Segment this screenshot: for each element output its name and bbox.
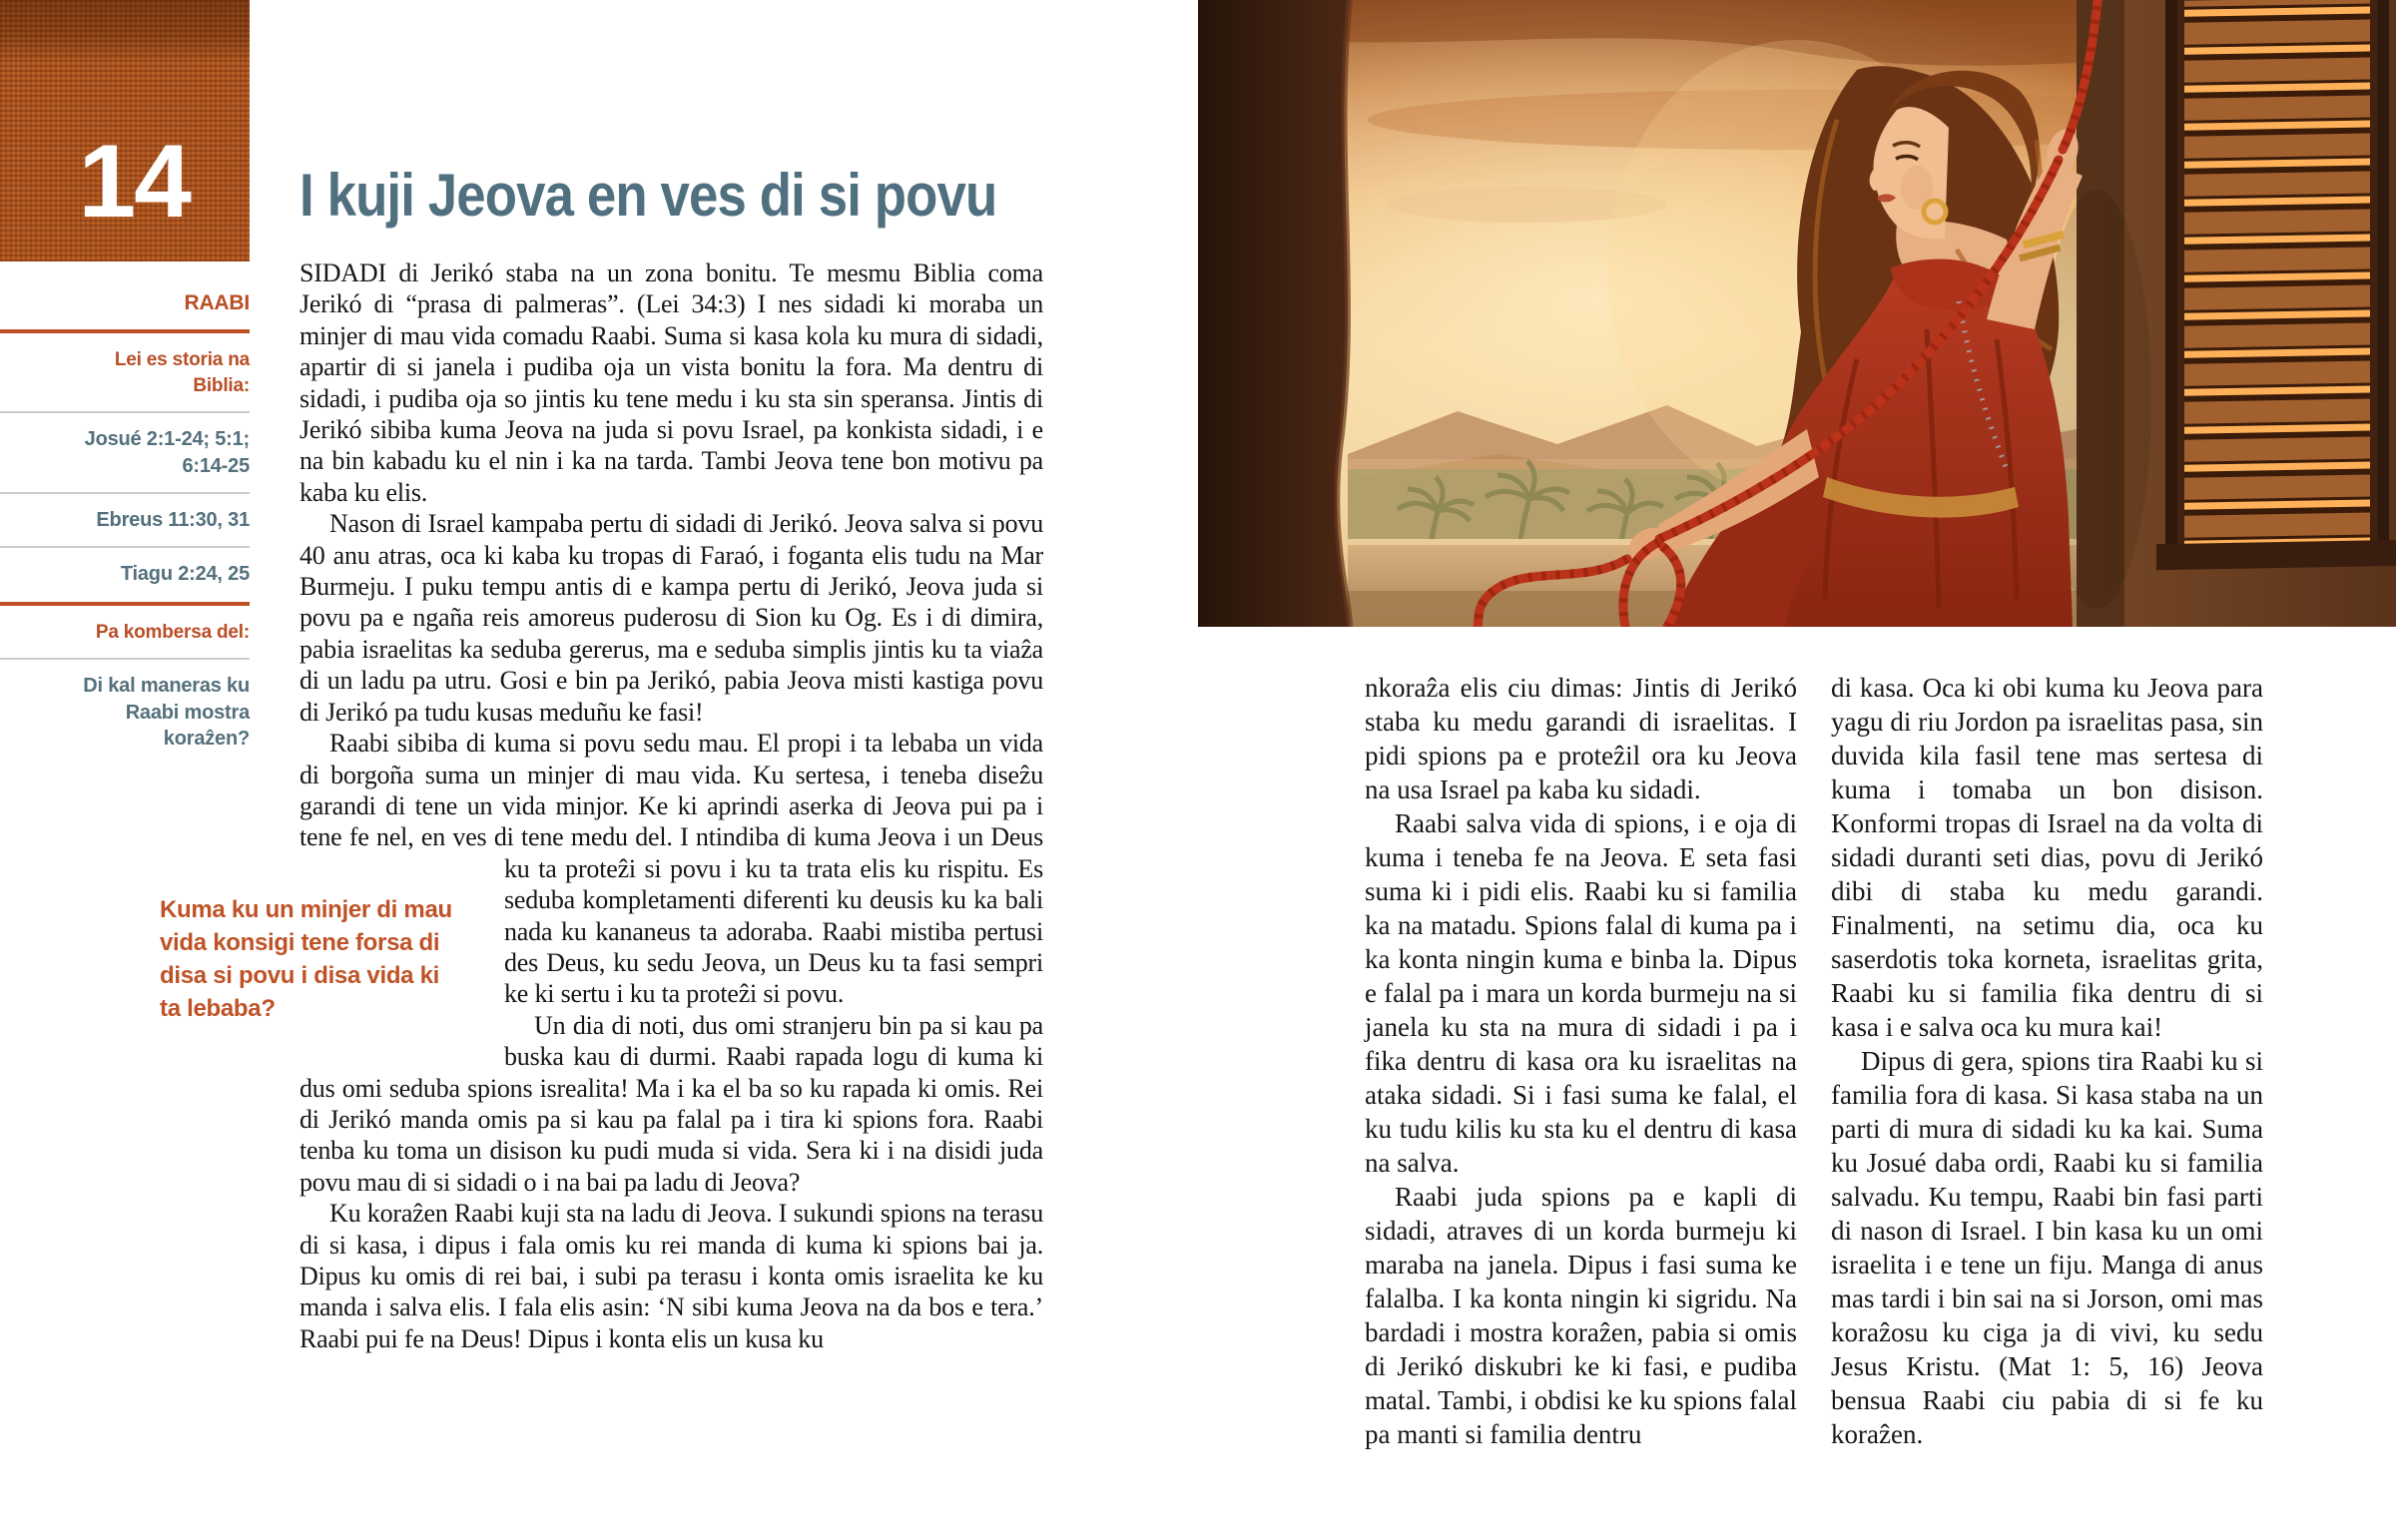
left-sidebar [0, 0, 250, 753]
sidebar-read-label: Lei es storia na Biblia: [114, 349, 250, 396]
body-paragraph-with-quote [160, 728, 1043, 1022]
sidebar-character-name: RAABI [184, 291, 250, 314]
body-paragraph: Nason di Israel kampaba pertu di sidadi di Jerikó. Jeova salva si povu 40 anu atras, oca ki kaba ku tropas di Faraó, i foganta elis tudu na Mar Burmeju. I puku tempu antis di e kampa pertu di Jerikó, Jeova juda si povu pa e ngaña reis amoreus puderosu di Sion ku Og. Es i di dimira, pabia israelitas ka seduba gererus, ma e seduba simplis jintis ku ta viaẑa di un ladu pa utru. Gosi e bin pa Jerikó, pabia Jeova misti kastiga povu di Jerikó pa tudu kusas meduñu ke fasi! [300, 509, 1043, 727]
body-paragraph: di kasa. Oca ki obi kuma ku Jeova para yagu di riu Jordon pa israelitas pasa, sin duvida kila fasil tene mas sertesa di kuma i tomaba un bon disison. Konformi tropas di Israel na da volta di sidadi duranti seti dias, povu di Jerikó dibi di staba ku medu garandi. Finalmenti, na setimu dia, oca ku saserdotis toka korneta, israelitas grita, Raabi ku si familia fika dentru di si kasa i e salva oca ku mura kai! [1831, 673, 2263, 1042]
body-paragraph: nkoraẑa elis ciu dimas: Jintis di Jerikó staba ku medu garandi di israelitas. I pidi spions pa e proteẑil ora ku Jeova na usa Israel pa kaba ku sidadi. [1365, 673, 1797, 804]
warm-tint [1198, 0, 2396, 627]
chapter-number: 14 [78, 124, 190, 241]
sidebar-reference: Ebreus 11:30, 31 [96, 509, 250, 532]
text-column-2 [1831, 671, 2263, 1451]
body-paragraph-part: Raabi sibiba di kuma si povu sedu mau. El propi i ta lebaba un vida di borgoña suma un minjer di mau vida. Ku sertesa, i teneba diseẑu garandi di tene un vida minjor. Ke ki aprindi aserka di Jeova pui pa i tene fe nel, en ves di tene medu del. I ntindiba di kuma [300, 729, 1043, 852]
body-paragraph: Raabi salva vida di spions, i e oja di kuma i teneba fe na Jeova. E seta fasi suma ki i pidi elis. Raabi ku si familia ka na matadu. Spions falal di kuma pa i ka konta ningin kuma e binba la. Dipus e falal pa i mara un korda burmeju na si janela ku sta na mura di sidadi i pa i fika dentru di kasa ora ku israelitas na ataka sidadi. Si i fasi suma ke falal, el ku tudu kilis ku sta ku el dentru di kasa na salva. [1365, 808, 1797, 1178]
raabi-window-illustration [1198, 0, 2396, 627]
text-column-1 [1365, 671, 1797, 1451]
illustration-canvas [1198, 0, 2396, 627]
sidebar-discuss-label: Pa kombersa del: [95, 621, 250, 643]
sidebar-reference: Josué 2:1-24; 5:1; 6:14-25 [84, 428, 250, 477]
sidebar-content [0, 291, 250, 753]
gray-divider [0, 492, 250, 494]
sidebar-reference: Tiagu 2:24, 25 [120, 563, 250, 586]
body-paragraph: Dipus di gera, spions tira Raabi ku si familia fora di kasa. Si kasa staba na un parti di mura di sidadi ku ka kai. Suma ku Josué daba ordi, Raabi ku si familia salvadu. Ku tempu, Raabi bin fasi parti di nason di Israel. I bin kasa ku un omi israelita i e tene un fiju. Manga di anus mas tardi i bin sai na si Jorson, omi mas koraẑosu ku ciga ja di vivi, ku sedu Jesus Kristu. (Mat 1: 5, 16) Jeova bensua Raabi ciu pabia di si fe ku koraẑen. [1831, 1046, 2263, 1449]
body-paragraph-part: Jeova i un Deus ku ta proteẑi si povu i ku ta trata elis ku rispitu. Es seduba kompletamenti diferenti ku deusis ku ka bali nada ku kananeus ta adoraba. Raabi mistiba pertusi des Deus, ku sedu Jeova, un Deus ku ta fasi sempri ke ki sertu i ku ta proteẑi si povu. [504, 822, 1043, 1009]
body-paragraph: Ku koraẑen Raabi kuji sta na ladu di Jeova. I sukundi spions na terasu di si kasa, i dipus i fala omis ku rei manda di kuma ki spions bai ja. Dipus ku omis di rei bai, i subi pa terasu i konta omis israelita ke ku manda i salva elis. I fala elis asin: ‘N sibi kuma Jeova na da bos e tera.’ Raabi pui fe na Deus! Dipus i konta elis un kusa ku [300, 1199, 1043, 1353]
body-paragraph: Raabi juda spions pa e kapli di sidadi, atraves di un korda burmeju ki maraba na janela. Dipus i fasi suma ke falalba. I ka konta ningin ki sigridu. Na bardadi i mostra koraẑen, pabia si omis di Jerikó diskubri ke ki fasi, e pudiba matal. Tambi, i obdisi ke ku spions falal pa manti si familia dentru [1365, 1182, 1797, 1449]
gray-divider [0, 658, 250, 660]
sidebar-discuss-question: Di kal maneras ku Raabi mostra koraẑen? [83, 675, 250, 751]
body-paragraph: SIDADI di Jerikó staba na un zona bonitu. Te mesmu Biblia coma Jerikó di “prasa di palmeras”. (Lei 34:3) I nes sidadi ki moraba un minjer di mau vida comadu Raabi. Suma si kasa kola ku mura di sidadi, apartir di si janela i pudiba oja un vista bonitu la fora. Ma dentru di sidadi, i pudiba oja so jintis ku tene medu i ku sta sin speransa. Jintis di Jerikó sibiba kuma Jeova na juda si povu Israel, pa konkista sidadi, i e na bin kabadu ku el nin i ka na tarda. Tambi Jeova tene bon motivu pa kaba ku elis. [300, 258, 1043, 507]
chapter-title: I kuji Jeova en ves di si povu [300, 162, 997, 229]
orange-divider [0, 602, 250, 606]
orange-divider [0, 329, 250, 333]
body-paragraph: Un dia di noti, dus omi stranjeru bin pa si kau pa buska kau di durmi. Raabi rapada logu di kuma ki dus omi seduba spions isrealita! Ma i ka el ba so ku rapada ki omis. Rei di Jerikó manda omis pa si kau pa falal pa i tira ki spions fora. Raabi tenba ku toma un disison ku pudi muda si vida. Sera ki i na disidi juda povu mau di si sidadi o i na bai pa ladu di Jeova? [300, 1010, 1043, 1197]
gray-divider [0, 411, 250, 413]
right-page-columns [1365, 671, 2263, 1451]
pull-quote-question: Kuma ku un minjer di mau vida konsigi tene forsa di disa si povu i disa vida ki ta lebaba? [160, 895, 452, 1022]
gray-divider [0, 546, 250, 548]
chapter-number-block [0, 0, 250, 261]
